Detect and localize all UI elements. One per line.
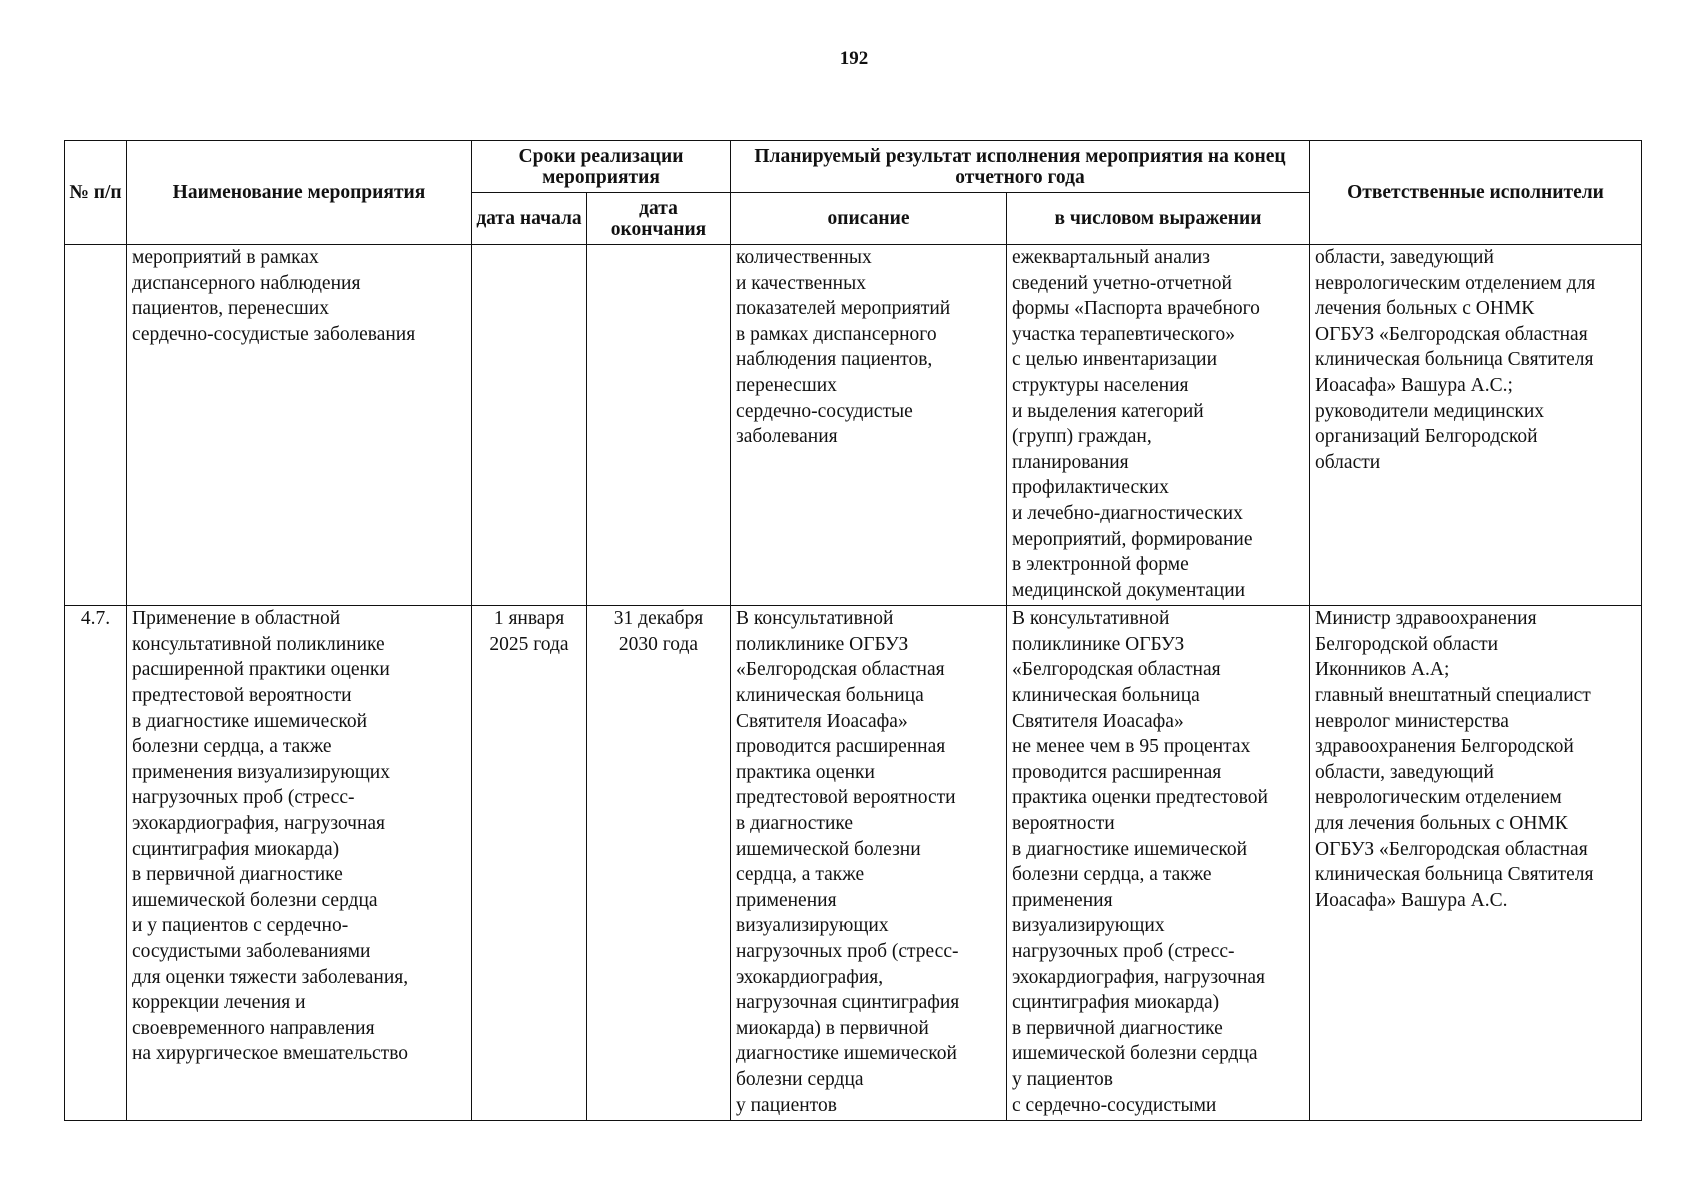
text-line: перенесших xyxy=(736,374,837,396)
cell-start-date xyxy=(472,606,587,1121)
cell-numeric xyxy=(1007,606,1310,1121)
text-line: Иоасафа» Вашура А.С.; xyxy=(1315,374,1513,396)
header-terms: Сроки реализации мероприятия xyxy=(472,141,731,193)
text-line: не менее чем в 95 процентах xyxy=(1012,736,1251,758)
text-line: применения xyxy=(1012,889,1113,911)
text-line: нагрузочных проб (стресс- xyxy=(736,940,959,962)
text-line: ОГБУЗ «Белгородская областная xyxy=(1315,323,1588,345)
text-line: для оценки тяжести заболевания, xyxy=(132,966,409,988)
text-line: «Белгородская областная xyxy=(736,659,945,681)
cell-name xyxy=(127,245,472,606)
text-line: ежеквартальный анализ xyxy=(1012,247,1210,268)
text-line: у пациентов xyxy=(1012,1068,1113,1090)
text-line: показателей мероприятий xyxy=(736,298,951,320)
text-line: Применение в областной xyxy=(132,608,341,630)
text-line: лечения больных с ОНМК xyxy=(1315,298,1535,320)
cell-start-date xyxy=(472,245,587,606)
text-line: коррекции лечения и xyxy=(132,992,306,1014)
text-line: предтестовой вероятности xyxy=(132,685,352,707)
text-line: области xyxy=(1315,451,1381,473)
text-line: В консультативной xyxy=(736,608,894,630)
cell-end-date xyxy=(587,606,731,1121)
text-line: болезни сердца, а также xyxy=(1012,864,1212,886)
text-line: миокарда) в первичной xyxy=(736,1017,929,1039)
text-line: области, заведующий xyxy=(1315,247,1494,268)
page-number: 192 xyxy=(839,48,869,69)
text-line: сердечно-сосудистые заболевания xyxy=(132,323,416,345)
text-line: эхокардиография, xyxy=(736,966,884,988)
text-line: Белгородской области xyxy=(1315,633,1499,655)
table-row xyxy=(65,245,1642,606)
activities-table xyxy=(64,140,1642,1121)
text-line: В консультативной xyxy=(1012,608,1170,630)
text-line: и выделения категорий xyxy=(1012,400,1204,422)
text-line: поликлинике ОГБУЗ xyxy=(736,633,909,655)
text-line: болезни сердца xyxy=(736,1068,864,1090)
text-line: мероприятий в рамках xyxy=(132,247,319,268)
text-line: диагностике ишемической xyxy=(736,1043,957,1065)
text-line: 2030 года xyxy=(618,633,699,655)
text-line: мероприятий, формирование xyxy=(1012,528,1253,550)
header-responsible: Ответственные исполнители xyxy=(1310,141,1642,245)
text-line: поликлинике ОГБУЗ xyxy=(1012,633,1185,655)
text-line: 2025 года xyxy=(489,633,569,655)
text-line: практика оценки xyxy=(736,761,875,783)
text-line: проводится расширенная xyxy=(736,736,946,758)
text-line: сведений учетно-отчетной xyxy=(1012,272,1232,294)
header-numeric: в числовом выражении xyxy=(1007,193,1310,245)
header-num: № п/п xyxy=(65,141,127,245)
text-line: заболевания xyxy=(736,426,838,448)
header-start: дата начала xyxy=(472,193,587,245)
table-row xyxy=(65,606,1642,1121)
text-line: для лечения больных с ОНМК xyxy=(1315,812,1568,834)
header-name: Наименование мероприятия xyxy=(127,141,472,245)
text-line: сердца, а также xyxy=(736,864,865,886)
text-line: Святителя Иоасафа» xyxy=(736,710,908,732)
text-line: ОГБУЗ «Белгородская областная xyxy=(1315,838,1588,860)
text-line: нагрузочная сцинтиграфия xyxy=(736,992,960,1014)
text-line: сердечно-сосудистые xyxy=(736,400,913,422)
text-line: количественных xyxy=(736,247,872,268)
text-line: предтестовой вероятности xyxy=(736,787,956,809)
text-line: неврологическим отделением для xyxy=(1315,272,1596,294)
text-line: в диагностике ишемической xyxy=(132,710,368,732)
text-line: неврологическим отделением xyxy=(1315,787,1562,809)
text-line: здравоохранения Белгородской xyxy=(1315,736,1574,758)
text-line: нагрузочных проб (стресс- xyxy=(132,787,355,809)
text-line: (групп) граждан, xyxy=(1012,426,1152,448)
text-line: руководители медицинских xyxy=(1315,400,1545,422)
text-line: в электронной форме xyxy=(1012,554,1189,576)
text-line: планирования xyxy=(1012,451,1129,473)
cell-numeric xyxy=(1007,245,1310,606)
text-line: с сердечно-сосудистыми xyxy=(1012,1094,1217,1116)
text-line: сосудистыми заболеваниями xyxy=(132,940,371,962)
text-line: профилактических xyxy=(1012,477,1169,499)
text-line: с целью инвентаризации xyxy=(1012,349,1218,371)
text-line: клиническая больница xyxy=(1012,685,1200,707)
text-line: сцинтиграфия миокарда) xyxy=(132,838,340,860)
text-line: в первичной диагностике xyxy=(1012,1017,1223,1039)
text-line: 1 января xyxy=(493,608,565,630)
text-line: визуализирующих xyxy=(736,915,889,937)
text-line: проводится расширенная xyxy=(1012,761,1222,783)
text-line: и качественных xyxy=(736,272,866,294)
cell-description xyxy=(731,245,1007,606)
text-line: организаций Белгородской xyxy=(1315,426,1538,448)
cell-responsible xyxy=(1310,245,1642,606)
text-line: нагрузочных проб (стресс- xyxy=(1012,940,1235,962)
text-line: ишемической болезни xyxy=(736,838,921,860)
text-line: Министр здравоохранения xyxy=(1315,608,1537,630)
text-line: участка терапевтического» xyxy=(1012,323,1236,345)
cell-end-date xyxy=(587,245,731,606)
header-end: дата окончания xyxy=(587,193,731,245)
text-line: практика оценки предтестовой xyxy=(1012,787,1268,809)
text-line: в рамках диспансерного xyxy=(736,323,937,345)
text-line: своевременного направления xyxy=(132,1017,375,1039)
text-line: применения визуализирующих xyxy=(132,761,390,783)
text-line: у пациентов xyxy=(736,1094,837,1116)
text-line: эхокардиография, нагрузочная xyxy=(132,812,386,834)
text-line: Иоасафа» Вашура А.С. xyxy=(1315,889,1508,911)
text-line: Иконников А.А; xyxy=(1315,659,1450,681)
cell-description xyxy=(731,606,1007,1121)
text-line: консультативной поликлинике xyxy=(132,633,385,655)
text-line: 31 декабря xyxy=(613,608,704,630)
text-line: клиническая больница Святителя xyxy=(1315,349,1594,371)
text-line: болезни сердца, а также xyxy=(132,736,332,758)
text-line: и у пациентов с сердечно- xyxy=(132,915,349,937)
text-line: наблюдения пациентов, xyxy=(736,349,933,371)
text-line: Святителя Иоасафа» xyxy=(1012,710,1184,732)
text-line: ишемической болезни сердца xyxy=(1012,1043,1258,1065)
text-line: области, заведующий xyxy=(1315,761,1494,783)
text-line: клиническая больница xyxy=(736,685,924,707)
text-line: на хирургическое вмешательство xyxy=(132,1043,409,1065)
text-line: визуализирующих xyxy=(1012,915,1165,937)
text-line: ишемической болезни сердца xyxy=(132,889,378,911)
cell-responsible xyxy=(1310,606,1642,1121)
text-line: в первичной диагностике xyxy=(132,864,343,886)
text-line: вероятности xyxy=(1012,812,1115,834)
text-line: пациентов, перенесших xyxy=(132,298,329,320)
text-line: «Белгородская областная xyxy=(1012,659,1221,681)
text-line: диспансерного наблюдения xyxy=(132,272,361,294)
text-line: главный внештатный специалист xyxy=(1315,685,1591,707)
header-description: описание xyxy=(731,193,1007,245)
header-result: Планируемый результат исполнения мероприятия на конец отчетного года xyxy=(731,141,1310,193)
cell-name xyxy=(127,606,472,1121)
text-line: в диагностике xyxy=(736,812,854,834)
cell-num: 4.7. xyxy=(65,606,127,1121)
text-line: медицинской документации xyxy=(1012,579,1246,601)
text-line: расширенной практики оценки xyxy=(132,659,390,681)
text-line: формы «Паспорта врачебного xyxy=(1012,298,1260,320)
cell-num xyxy=(65,245,127,606)
text-line: применения xyxy=(736,889,837,911)
text-line: эхокардиография, нагрузочная xyxy=(1012,966,1266,988)
text-line: клиническая больница Святителя xyxy=(1315,864,1594,886)
text-line: невролог министерства xyxy=(1315,710,1509,732)
text-line: в диагностике ишемической xyxy=(1012,838,1248,860)
text-line: структуры населения xyxy=(1012,374,1189,396)
text-line: и лечебно-диагностических xyxy=(1012,502,1243,524)
text-line: сцинтиграфия миокарда) xyxy=(1012,992,1220,1014)
